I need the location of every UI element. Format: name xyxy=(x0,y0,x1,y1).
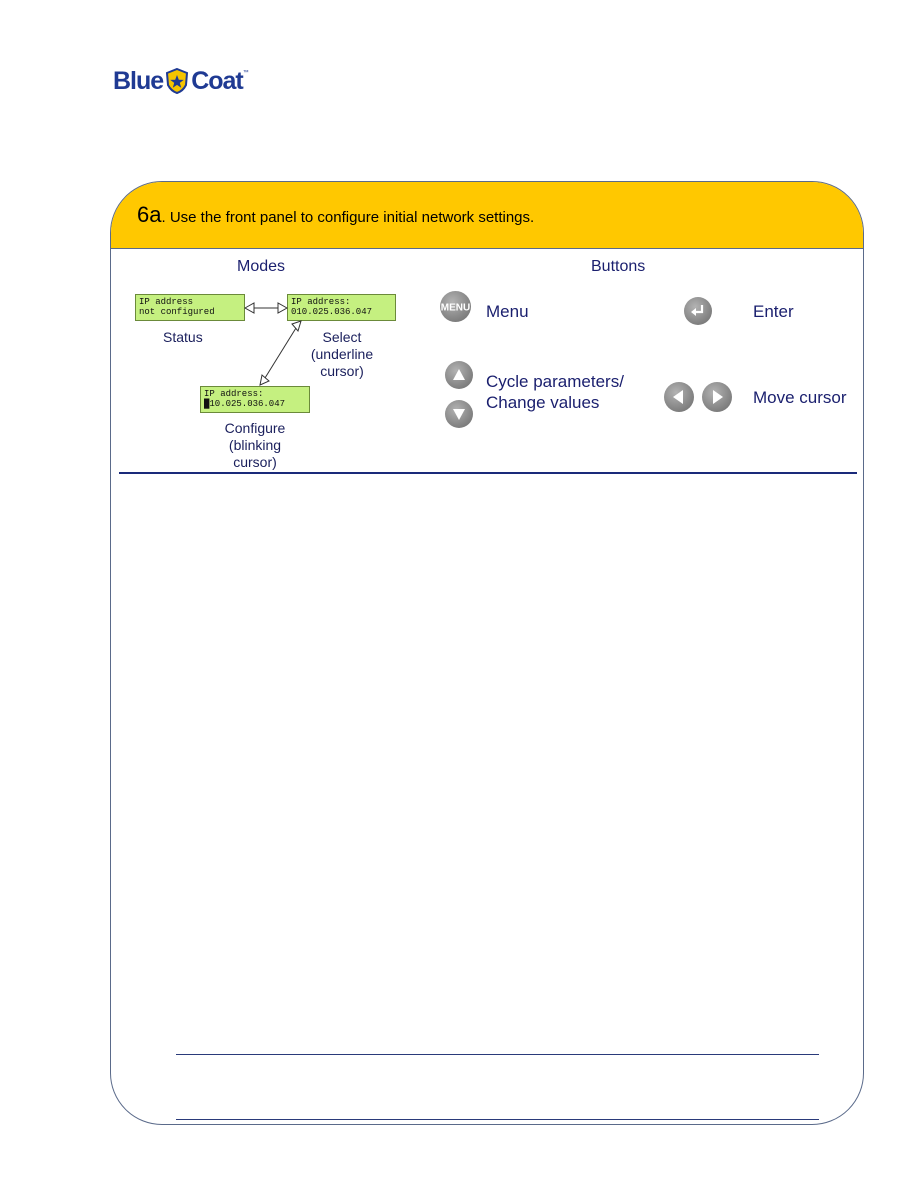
modes-heading: Modes xyxy=(237,258,286,275)
select-lcd-line-2: 010.025.036.047 xyxy=(291,307,373,317)
status-lcd-line-1: IP address xyxy=(139,297,194,307)
instruction-card xyxy=(110,181,864,1125)
select-lcd-line-1: IP address: xyxy=(291,297,351,307)
right-arrow-button-icon xyxy=(702,382,732,412)
configure-label-line-2: (blinking xyxy=(228,437,282,453)
configure-lcd-line-2: █10.025.036.047 xyxy=(204,399,286,409)
logo-text-blue: Blue xyxy=(113,66,164,95)
down-arrow-button-icon xyxy=(445,400,473,428)
select-label-line-2: (underline xyxy=(310,346,374,362)
buttons-heading: Buttons xyxy=(591,258,646,275)
enter-button-icon xyxy=(684,297,712,325)
configure-label-line-3: cursor) xyxy=(233,454,277,470)
status-lcd-line-2: not configured xyxy=(139,307,215,317)
select-label-line-1: Select xyxy=(322,329,362,345)
configure-label-line-1: Configure xyxy=(224,420,286,436)
enter-label: Enter xyxy=(753,302,794,321)
mode-transition-arrows xyxy=(111,182,411,422)
step-number: 6a xyxy=(137,202,162,227)
footer-rule-bottom xyxy=(176,1119,819,1120)
select-label-line-3: cursor) xyxy=(320,363,364,379)
configure-label xyxy=(217,420,293,471)
left-arrow-button-icon xyxy=(664,382,694,412)
logo-trademark: ™ xyxy=(242,70,249,76)
footer-rule-top xyxy=(176,1054,819,1055)
cycle-label xyxy=(486,371,624,413)
section-divider xyxy=(119,472,857,474)
cycle-label-line-1: Cycle parameters/ xyxy=(486,372,624,391)
banner-instruction: . Use the front panel to configure initial network settings. xyxy=(161,209,535,226)
configure-lcd-line-1: IP address: xyxy=(204,389,264,399)
move-cursor-label: Move cursor xyxy=(753,388,847,407)
blue-coat-logo xyxy=(113,66,249,96)
star-badge-icon xyxy=(165,68,189,94)
status-label: Status xyxy=(163,329,203,345)
menu-button-icon xyxy=(440,291,471,322)
select-label xyxy=(309,329,375,380)
menu-label: Menu xyxy=(486,302,529,321)
menu-icon-text: MENU xyxy=(440,302,471,314)
logo-text-coat: Coat xyxy=(191,66,243,95)
up-arrow-button-icon xyxy=(445,361,473,389)
cycle-label-line-2: Change values xyxy=(486,393,600,412)
